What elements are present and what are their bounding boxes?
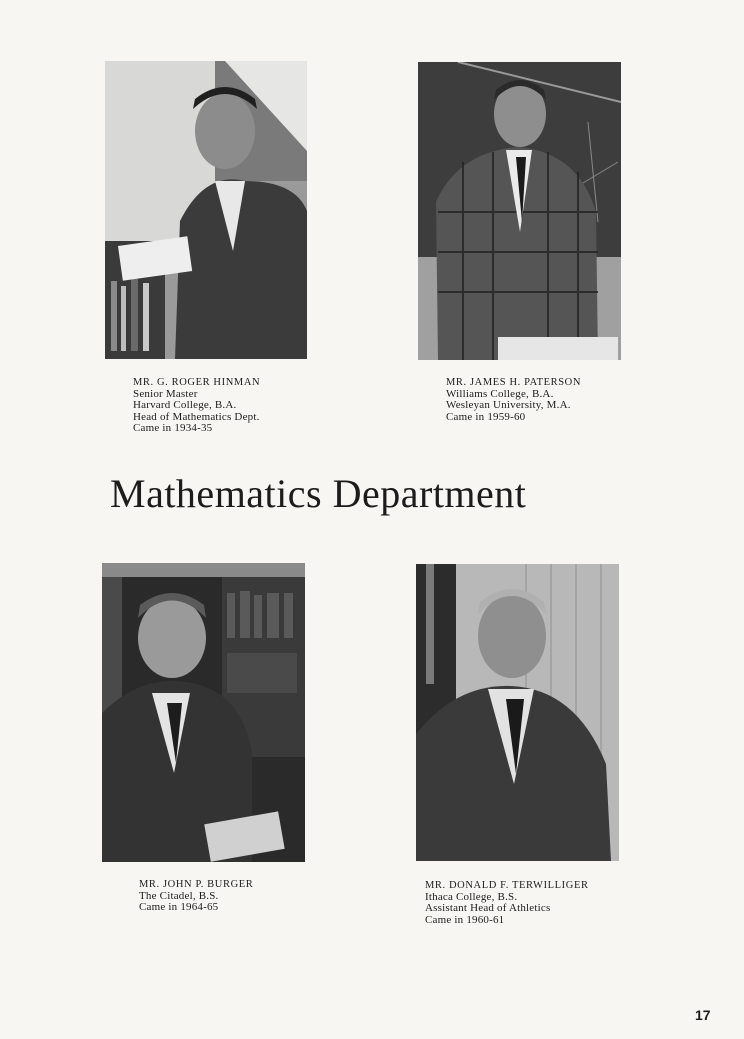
faculty-name: MR. DONALD F. TERWILLIGER (425, 880, 589, 891)
caption-burger (139, 879, 253, 914)
faculty-detail: Head of Mathematics Dept. (133, 410, 260, 423)
page-number: 17 (695, 1007, 711, 1023)
faculty-detail: Assistant Head of Athletics (425, 902, 551, 914)
caption-terwilliger (425, 880, 589, 926)
faculty-detail: Came in 1934-35 (133, 422, 213, 434)
faculty-detail: Wesleyan University, M.A. (446, 399, 571, 411)
faculty-detail: Harvard College, B.A. (133, 399, 237, 411)
faculty-name: MR. JOHN P. BURGER (139, 879, 254, 890)
faculty-detail: Came in 1964-65 (139, 901, 219, 913)
faculty-name: MR. G. ROGER HINMAN (133, 377, 261, 388)
faculty-detail: The Citadel, B.S. (139, 889, 219, 902)
faculty-detail: Ithaca College, B.S. (425, 890, 518, 903)
faculty-detail: Williams College, B.A. (446, 387, 554, 400)
caption-hinman (133, 377, 260, 435)
portrait-photo-paterson (418, 62, 621, 360)
faculty-detail: Came in 1959-60 (446, 410, 526, 423)
faculty-name: MR. JAMES H. PATERSON (446, 377, 582, 388)
portrait-photo-terwilliger (416, 564, 619, 861)
caption-paterson (446, 377, 581, 423)
faculty-detail: Senior Master (133, 387, 198, 400)
faculty-detail: Came in 1960-61 (425, 913, 505, 926)
portrait-photo-burger (102, 563, 305, 862)
portrait-photo-hinman (105, 61, 307, 359)
department-title: Mathematics Department (110, 471, 527, 516)
